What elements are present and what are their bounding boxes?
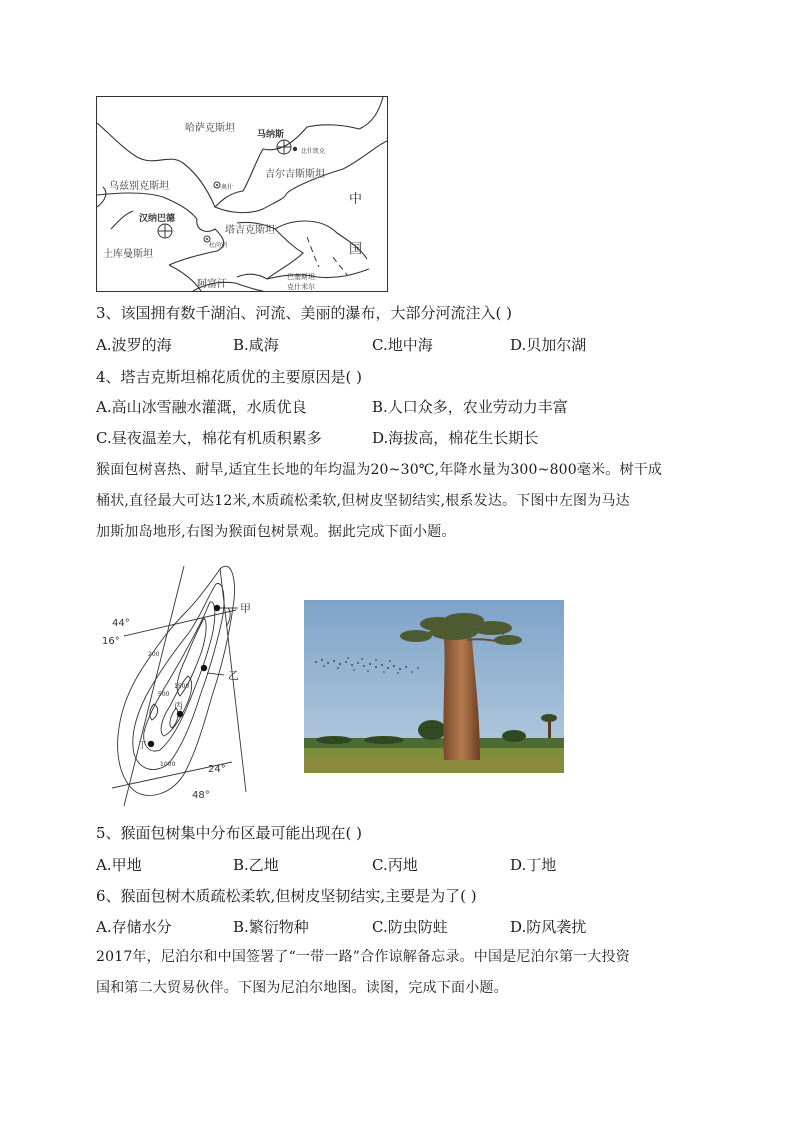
baobab-intro-line-3: 加斯加岛地形,右图为猴面包树景观。据此完成下面小题。 — [96, 524, 456, 540]
q6-option-a[interactable]: A.存储水分 — [96, 918, 172, 936]
q6-option-b[interactable]: B.繁衍物种 — [233, 918, 309, 936]
label-contour-500: 500 — [158, 691, 170, 698]
q6-option-c[interactable]: C.防虫防蛀 — [372, 918, 448, 936]
label-contour-1500: 1500 — [174, 683, 190, 690]
label-jia: 甲 — [240, 602, 251, 615]
q4-option-d[interactable]: D.海拔高，棉花生长期长 — [372, 429, 539, 447]
q5-option-b[interactable]: B.乙地 — [233, 856, 279, 874]
madagascar-terrain-map — [96, 556, 276, 814]
label-lat-16: 16° — [102, 636, 120, 647]
label-manas: 马纳斯 — [257, 130, 285, 140]
q4-option-b[interactable]: B.人口众多，农业劳动力丰富 — [372, 398, 568, 416]
central-asia-map — [96, 96, 388, 292]
q3-option-c[interactable]: C.地中海 — [372, 336, 433, 354]
nepal-intro-line-1: 2017年，尼泊尔和中国签署了“一带一路”合作谅解备忘录。中国是尼泊尔第一大投资 — [96, 949, 630, 965]
label-lon-48: 48° — [192, 790, 210, 801]
label-bishkek: 比什凯克 — [301, 148, 326, 155]
q3-option-a[interactable]: A.波罗的海 — [96, 336, 172, 354]
label-kazakhstan: 哈萨克斯坦 — [185, 123, 235, 134]
label-bing: 丙 — [174, 702, 184, 712]
q3-option-b[interactable]: B.咸海 — [233, 336, 279, 354]
label-china-2: 国 — [349, 242, 363, 257]
label-pakistan-2: 克什米尔 — [287, 283, 315, 291]
question-6-stem: 6、猴面包树木质疏松柔软,但树皮坚韧结实,主要是为了( ) — [96, 887, 477, 905]
q5-option-a[interactable]: A.甲地 — [96, 856, 142, 874]
label-turkmenistan: 土库曼斯坦 — [103, 249, 153, 260]
nepal-intro — [96, 942, 706, 1004]
label-tajikistan: 塔吉克斯坦 — [225, 225, 275, 236]
label-khujand: 汉纳巴德 — [139, 214, 176, 224]
nepal-intro-line-2: 国和第二大贸易伙伴。下图为尼泊尔地图。读图，完成下面小题。 — [96, 980, 508, 996]
q6-option-d[interactable]: D.防风袭扰 — [510, 918, 587, 936]
label-dushanbe: 杜尚别 — [209, 242, 228, 249]
baobab-intro-line-1: 猴面包树喜热、耐旱,适宜生长地的年均温为20~30℃,年降水量为300~800毫米。树干成 — [96, 462, 663, 478]
q3-option-d[interactable]: D.贝加尔湖 — [510, 336, 587, 354]
q5-option-c[interactable]: C.丙地 — [372, 856, 418, 874]
label-osh: 奥什 — [221, 184, 234, 191]
baobab-photo — [304, 600, 564, 773]
q4-option-a[interactable]: A.高山冰雪融水灌溉，水质优良 — [96, 398, 307, 416]
q4-option-c[interactable]: C.昼夜温差大，棉花有机质积累多 — [96, 429, 322, 447]
question-3-stem: 3、该国拥有数千湖泊、河流、美丽的瀑布，大部分河流注入( ) — [96, 304, 513, 322]
question-4-stem: 4、塔吉克斯坦棉花质优的主要原因是( ) — [96, 368, 363, 386]
label-pakistan-1: 巴基斯坦 — [287, 273, 315, 281]
label-contour-200: 200 — [148, 651, 160, 658]
question-5-stem: 5、猴面包树集中分布区最可能出现在( ) — [96, 824, 363, 842]
label-china-1: 中 — [349, 192, 363, 207]
label-ding: 丁 — [138, 741, 148, 751]
label-kyrgyzstan: 吉尔吉斯斯坦 — [265, 169, 325, 180]
label-afghanistan: 阿富汗 — [197, 279, 227, 290]
baobab-intro-line-2: 桶状,直径最大可达12米,木质疏松柔软,但树皮坚韧结实,根系发达。下图中左图为马达 — [96, 493, 630, 509]
label-contour-1000: 1000 — [160, 761, 176, 768]
label-lat-24: 24° — [208, 764, 226, 775]
label-lon-44: 44° — [112, 618, 130, 629]
label-yi: 乙 — [228, 669, 239, 682]
baobab-intro — [96, 455, 706, 548]
q5-option-d[interactable]: D.丁地 — [510, 856, 557, 874]
label-uzbekistan: 乌兹别克斯坦 — [109, 181, 169, 192]
